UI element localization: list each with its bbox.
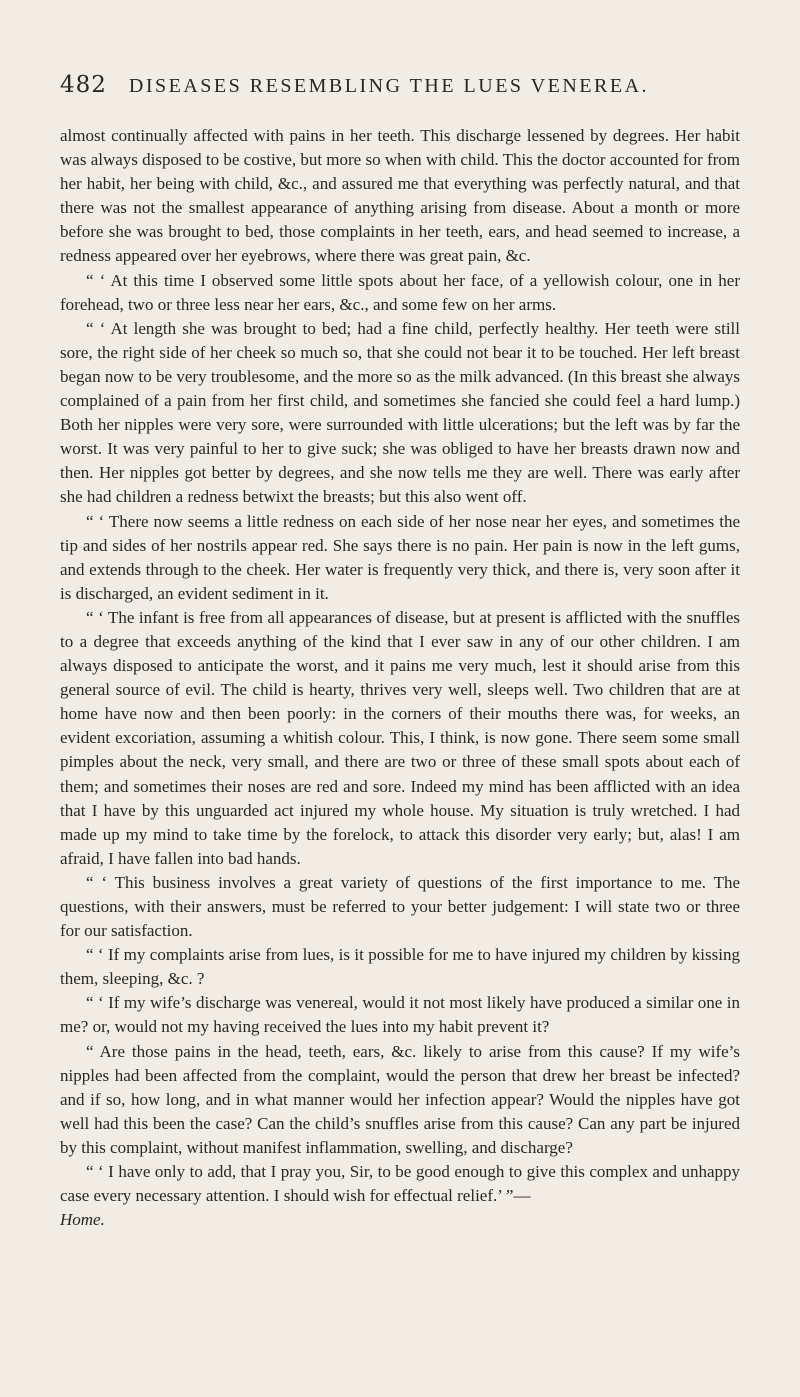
paragraph: “ ‘ There now seems a little redness on each side of her nose near her eyes, and sometimes the tip and sides of her nostrils appear red. She says there is no pain. Her pain is now in the left gums, and extends through to the cheek. Her water is frequently very thick, and there is, very soon after it is discharged, an evident sediment in it. xyxy=(60,511,740,603)
paragraph: “ ‘ This business involves a great variety of questions of the first importance to me. The questions, with their answers, must be referred to your better judgement: I will state two or three for our satisfaction. xyxy=(60,872,740,941)
running-head: DISEASES RESEMBLING THE LUES VENEREA. xyxy=(128,75,650,97)
page-header xyxy=(60,72,740,98)
paragraph: “ ‘ If my wife’s discharge was venereal, would it not most likely have produced a similar one in me? or, would not my having received the lues into my habit prevent it? xyxy=(60,993,740,1037)
body-text xyxy=(60,124,740,1232)
paragraph: almost continually affected with pains in her teeth. This discharge lessened by degrees. Her habit was always disposed to be costive, but more so when with child. This the doctor accounted for from her habit, her being with child, &c., and assured me that everything was perfectly natural, and that there was not the smallest appearance of anything arising from disease. About a month or more before she was brought to bed, those complaints in her teeth, ears, and head seemed to increase, a redness appeared over her eyebrows, where there was great pain, &c. xyxy=(60,126,741,266)
signature: Home. xyxy=(60,1210,105,1230)
paragraph: “ ‘ If my complaints arise from lues, is it possible for me to have injured my children by kissing them, sleeping, &c. ? xyxy=(60,945,740,989)
paragraph: “ Are those pains in the head, teeth, ears, &c. likely to arise from this cause? If my wife’s nipples had been affected from the complaint, would the person that drew her breast be infected? and if so, how long, and in what manner would her infection appear? Would the nipples have got well had this been the case? Can the child’s snuffles arise from this cause? Can any part be injured by this complaint, without manifest inflammation, swelling, and discharge? xyxy=(60,1041,740,1157)
page-number: 482 xyxy=(60,72,107,98)
paragraph: “ ‘ At this time I observed some little spots about her face, of a yellowish colour, one in her forehead, two or three less near her ears, &c., and some few on her arms. xyxy=(60,270,740,314)
paragraph: “ ‘ At length she was brought to bed; had a fine child, perfectly healthy. Her teeth were still sore, the right side of her cheek so much so, that she could not bear it to be touched. Her left breast began now to be very troublesome, and the more so as the milk advanced. (In this breast she always complained of a pain from her first child, and sometimes she fancied she could feel a hard lump.) Both her nipples were very sore, were surrounded with little ulcerations; but the left was by far the worst. It was very painful to her to give suck; she was obliged to have her breasts drawn now and then. Her nipples got better by degrees, and she now tells me they are well. There was early after she had children a redness betwixt the breasts; but this also went off. xyxy=(60,318,740,507)
paragraph: “ ‘ I have only to add, that I pray you, Sir, to be good enough to give this complex and unhappy case every necessary attention. I should wish for effectual relief.’ ”— xyxy=(60,1162,740,1206)
paragraph: “ ‘ The infant is free from all appearances of disease, but at present is afflicted with the snuffles to a degree that exceeds anything of the kind that I ever saw in any of our other children. I am always disposed to anticipate the worst, and it pains me very much, lest it should arise from this general source of evil. The child is hearty, thrives very well, sleeps well. Two children that are at home have now and then been poorly: in the corners of their mouths there was, for weeks, an evident excoriation, assuming a whitish colour. This, I think, is now gone. There seem some small pimples about the neck, very small, and there are two or three of these small spots about each of them; and sometimes their noses are red and sore. Indeed my mind has been afflicted with an idea that I have by this unguarded act injured my whole house. My situation is truly wretched. I had made up my mind to take time by the forelock, to attack this disorder very early; but, alas! I am afraid, I have fallen into bad hands. xyxy=(60,607,740,868)
